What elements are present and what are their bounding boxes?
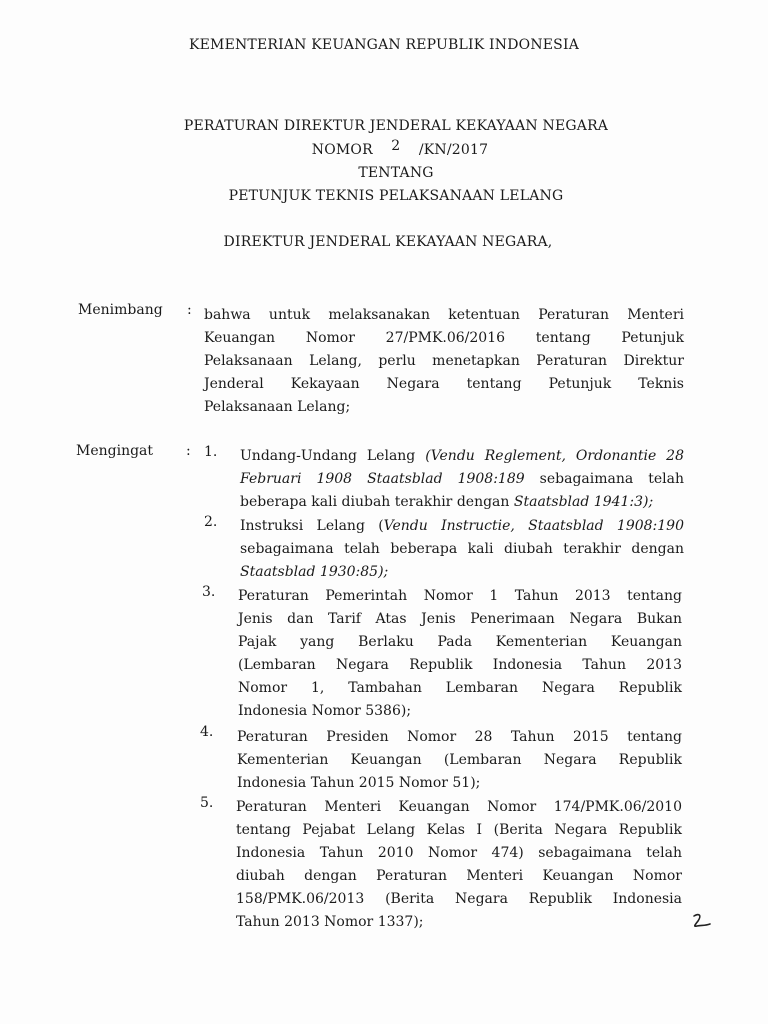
item-text: beberapa kali diubah terakhir dengan: [240, 494, 514, 510]
mengingat-item-number: 1.: [204, 444, 218, 460]
item-line: Peraturan Pemerintah Nomor 1 Tahun 2013 tentang: [238, 588, 682, 604]
menimbang-paragraph: [204, 304, 684, 419]
mengingat-item-2: [240, 515, 684, 584]
item-italic-text: Staatsblad 1930:85);: [240, 564, 389, 580]
mengingat-item-number: 5.: [200, 795, 214, 811]
item-line: 158/PMK.06/2013 (Berita Negara Republik Indonesia: [236, 891, 682, 907]
item-line: [240, 515, 684, 538]
item-line: [240, 445, 684, 468]
subject-heading: PETUNJUK TEKNIS PELAKSANAAN LELANG: [228, 188, 564, 204]
regulation-title: PERATURAN DIREKTUR JENDERAL KEKAYAAN NEGARA: [183, 118, 609, 134]
item-line: Peraturan Menteri Keuangan Nomor 174/PMK.06/2010: [236, 799, 682, 815]
mengingat-label: Mengingat: [76, 443, 154, 459]
menimbang-line: Pelaksanaan Lelang;: [204, 399, 351, 415]
about-heading: TENTANG: [358, 165, 434, 181]
initial-mark-icon: [690, 912, 712, 930]
item-line: [240, 561, 684, 584]
item-text: Undang-Undang Lelang: [240, 448, 426, 464]
item-line: Nomor 1, Tambahan Lembaran Negara Republik: [238, 680, 682, 696]
item-line: Pajak yang Berlaku Pada Kementerian Keuangan: [238, 634, 682, 650]
item-italic-text: Staatsblad 1941:3);: [513, 494, 654, 510]
item-line: tentang Pejabat Lelang Kelas I (Berita Negara Republik: [236, 822, 682, 838]
menimbang-colon: :: [187, 302, 192, 318]
menimbang-line: Jenderal Kekayaan Negara tentang Petunjuk Teknis: [204, 376, 684, 392]
item-line: (Lembaran Negara Republik Indonesia Tahun 2013: [238, 657, 682, 673]
item-line: Indonesia Tahun 2010 Nomor 474) sebagaimana telah: [236, 845, 682, 861]
mengingat-item-3: [238, 585, 682, 723]
item-italic-text: Vendu Instructie, Staatsblad 1908:190: [383, 518, 684, 534]
number-value: 2: [391, 138, 401, 154]
item-line: diubah dengan Peraturan Menteri Keuangan Nomor: [236, 868, 682, 884]
mengingat-item-1: [240, 445, 684, 514]
menimbang-line: bahwa untuk melaksanakan ketentuan Peraturan Menteri: [204, 307, 684, 323]
item-text: Instruksi Lelang (: [240, 518, 384, 534]
item-italic-text: Februari 1908 Staatsblad 1908:189: [240, 471, 525, 487]
menimbang-line: Keuangan Nomor 27/PMK.06/2016 tentang Petunjuk: [204, 330, 684, 346]
item-line: sebagaimana telah beberapa kali diubah terakhir dengan: [240, 541, 684, 557]
ministry-heading: KEMENTERIAN KEUANGAN REPUBLIK INDONESIA: [188, 37, 580, 53]
item-line: Peraturan Presiden Nomor 28 Tahun 2015 tentang: [237, 729, 682, 745]
number-prefix: NOMOR: [311, 142, 373, 158]
menimbang-label: Menimbang: [78, 302, 163, 318]
item-line: [240, 468, 684, 491]
number-suffix: /KN/2017: [418, 142, 489, 158]
item-line: Indonesia Nomor 5386);: [238, 703, 412, 719]
mengingat-item-number: 3.: [202, 584, 216, 600]
issuer-heading: DIREKTUR JENDERAL KEKAYAAN NEGARA,: [223, 234, 553, 250]
item-line: [240, 491, 684, 514]
item-line: Kementerian Keuangan (Lembaran Negara Republik: [237, 752, 682, 768]
item-line: Tahun 2013 Nomor 1337);: [236, 914, 424, 930]
mengingat-item-number: 4.: [200, 724, 214, 740]
item-italic-text: (Vendu Reglement, Ordonantie 28: [425, 448, 684, 464]
mengingat-colon: :: [186, 443, 191, 459]
mengingat-item-5: [236, 796, 682, 934]
mengingat-item-number: 2.: [204, 514, 218, 530]
item-line: Jenis dan Tarif Atas Jenis Penerimaan Negara Bukan: [238, 611, 682, 627]
mengingat-item-4: [237, 726, 682, 795]
menimbang-line: Pelaksanaan Lelang, perlu menetapkan Peraturan Direktur: [204, 353, 684, 369]
item-line: Indonesia Tahun 2015 Nomor 51);: [237, 775, 481, 791]
item-text: sebagaimana telah: [524, 471, 685, 487]
regulation-number: [16, 138, 768, 158]
